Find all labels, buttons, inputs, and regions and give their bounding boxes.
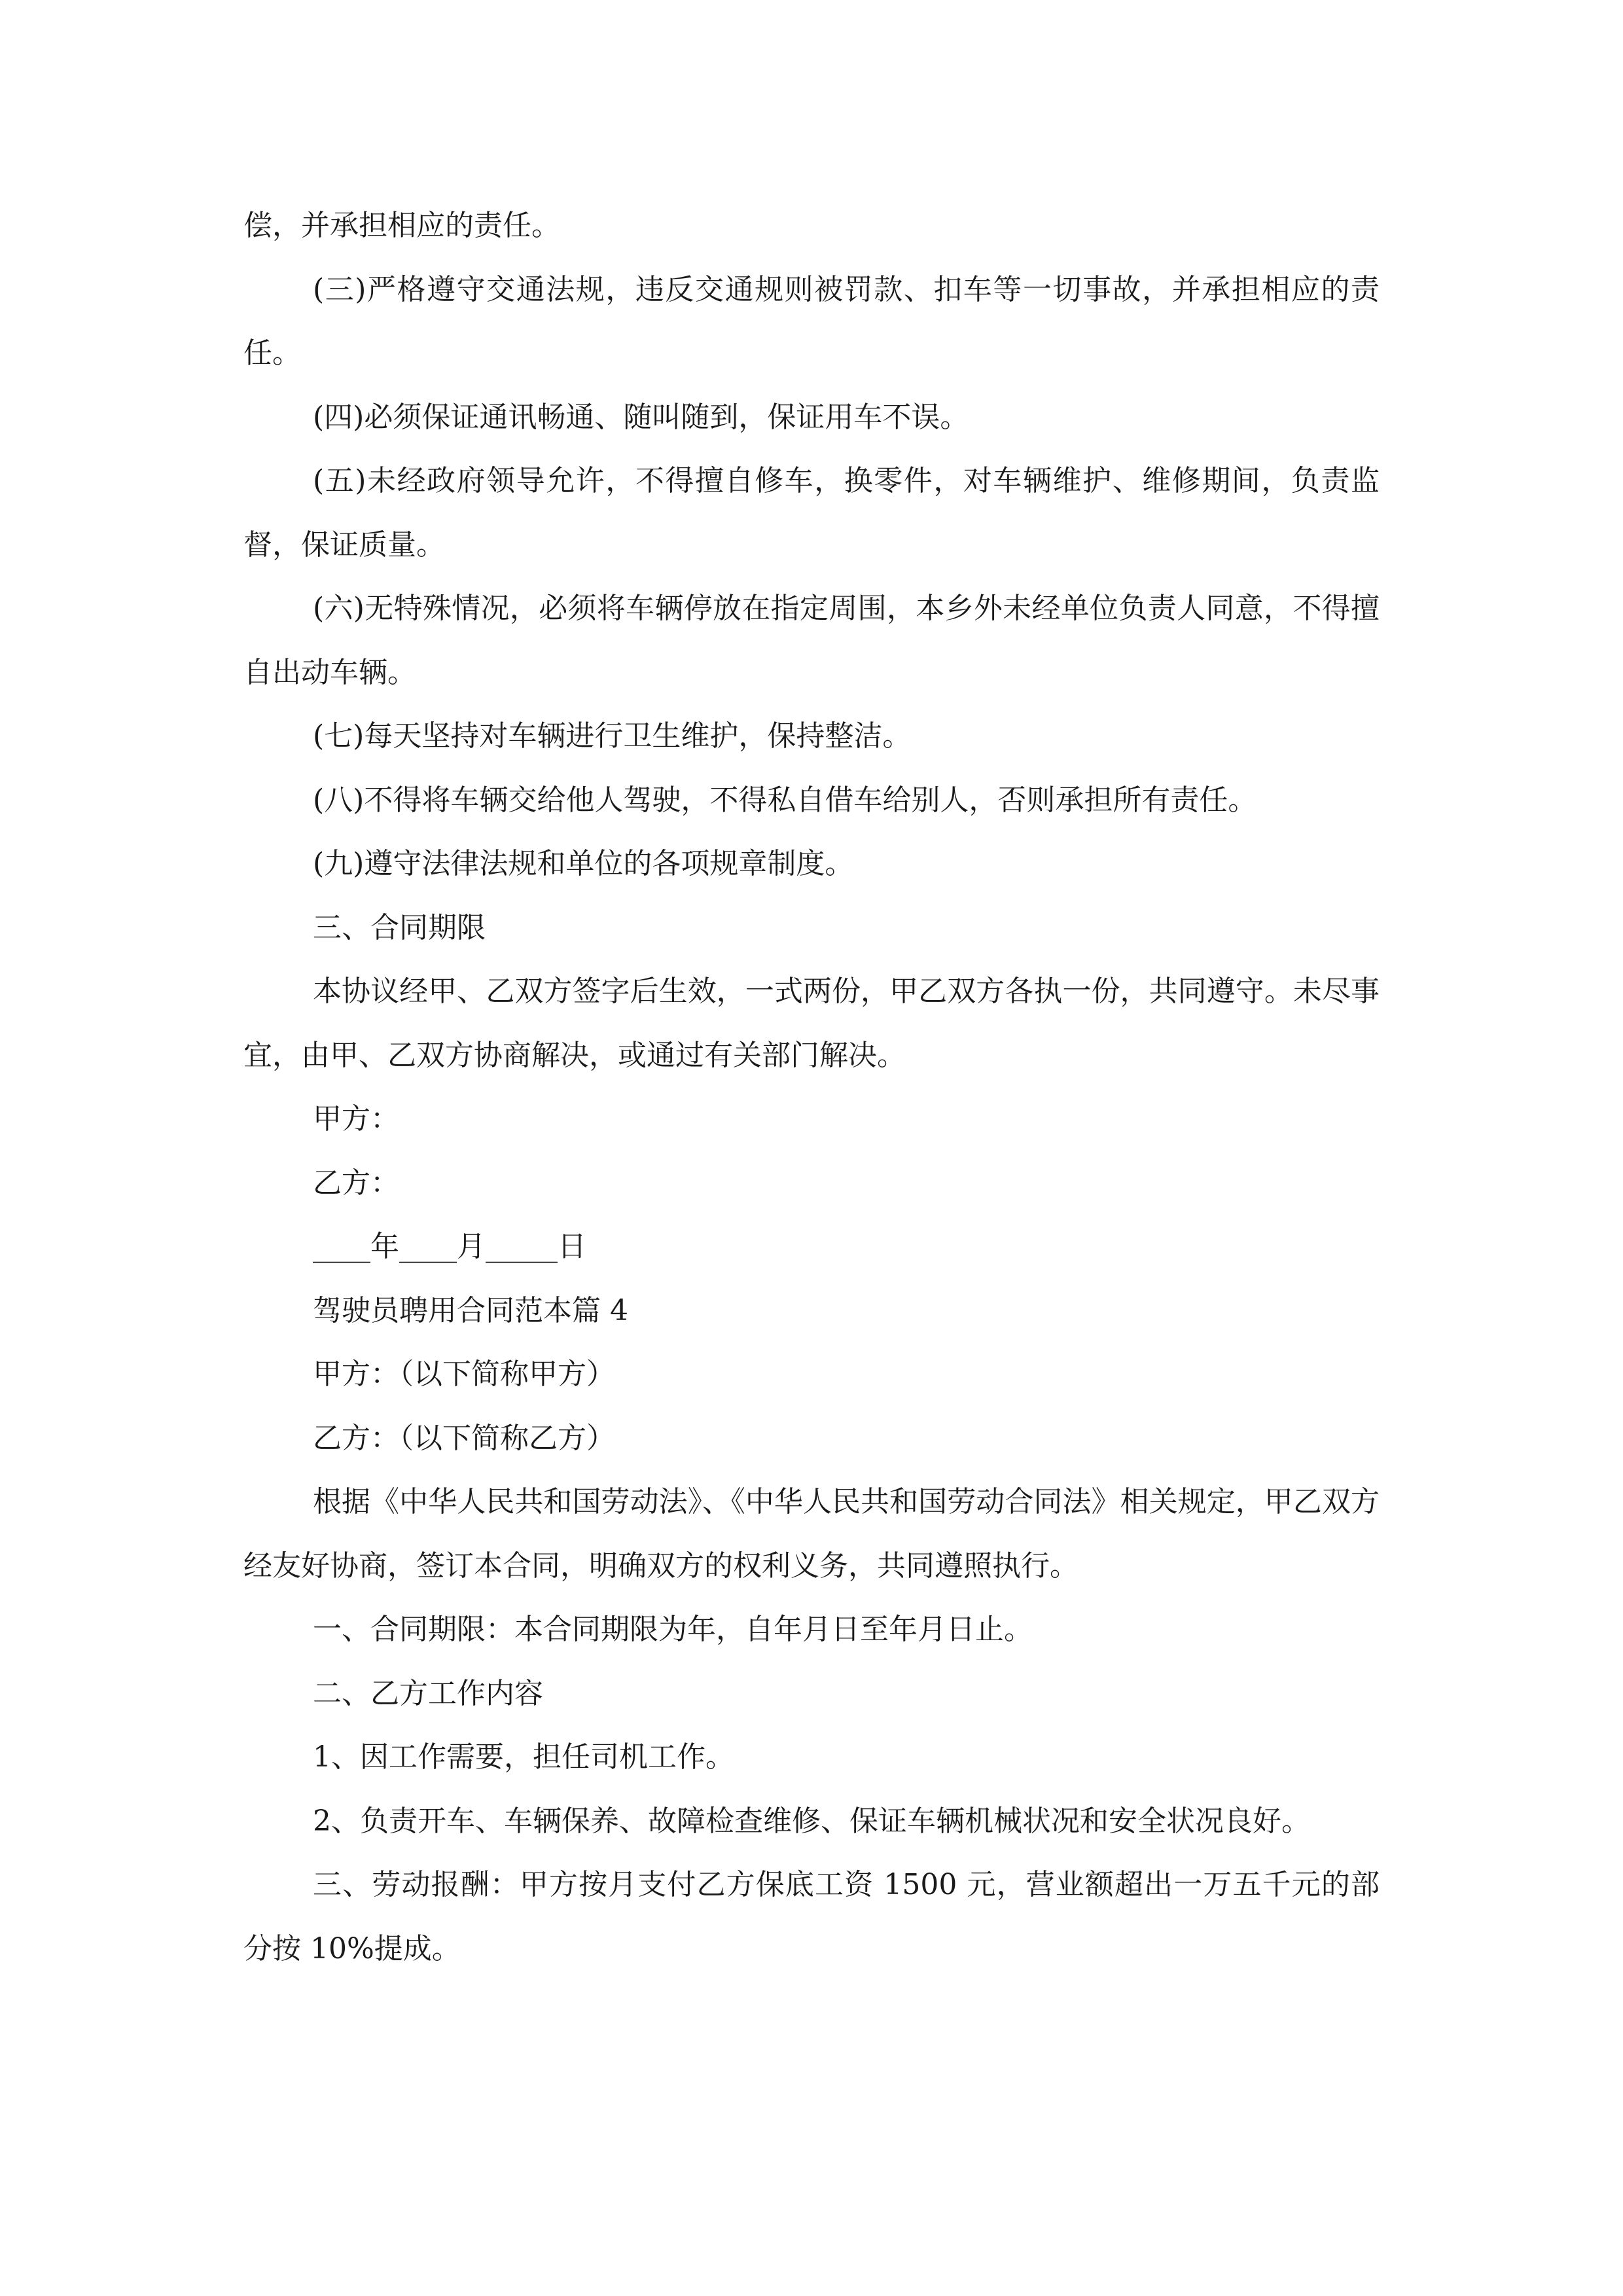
document-body: [243, 194, 1380, 1981]
party-b-signature-line: 乙方：: [313, 1166, 399, 1200]
party-b-line: 乙方：（以下简称乙方）: [313, 1421, 615, 1455]
paragraph-continuation: 偿，并承担相应的责任。: [243, 209, 560, 242]
document-section-title: 驾驶员聘用合同范本篇 4: [313, 1293, 628, 1327]
party-a-line: 甲方：（以下简称甲方）: [313, 1357, 615, 1391]
paragraph-clause-4: (四)必须保证通讯畅通、随叫随到，保证用车不误。: [313, 400, 969, 434]
paragraph-clause-6: (六)无特殊情况，必须将车辆停放在指定周围，本乡外未经单位负责人同意，不得擅自出动车辆。: [243, 592, 1380, 689]
party-a-signature-line: 甲方：: [313, 1102, 399, 1136]
section-heading-work-content: 二、乙方工作内容: [313, 1676, 543, 1710]
work-item-2: 2、负责开车、车辆保养、故障检查维修、保证车辆机械状况和安全状况良好。: [313, 1804, 1310, 1838]
paragraph-clause-5: (五)未经政府领导允许，不得擅自修车，换零件，对车辆维护、维修期间，负责监督，保证质量。: [243, 464, 1380, 562]
paragraph-clause-7: (七)每天坚持对车辆进行卫生维护，保持整洁。: [313, 719, 912, 753]
paragraph-agreement-effect: 本协议经甲、乙双方签字后生效，一式两份，甲乙双方各执一份，共同遵守。未尽事宜，由甲、乙双方协商解决，或通过有关部门解决。: [243, 975, 1380, 1072]
paragraph-clause-9: (九)遵守法律法规和单位的各项规章制度。: [313, 847, 854, 880]
paragraph-clause-8: (八)不得将车辆交给他人驾驶，不得私自借车给别人，否则承担所有责任。: [313, 783, 1257, 817]
work-item-1: 1、因工作需要，担任司机工作。: [313, 1740, 734, 1774]
paragraph-contract-term: 一、合同期限：本合同期限为年，自年月日至年月日止。: [313, 1613, 1033, 1646]
paragraph-legal-basis: 根据《中华人民共和国劳动法》、《中华人民共和国劳动合同法》相关规定，甲乙双方经友好协商，签订本合同，明确双方的权利义务，共同遵照执行。: [243, 1485, 1380, 1583]
section-heading-contract-term: 三、合同期限: [313, 910, 486, 944]
paragraph-remuneration: 三、劳动报酬：甲方按月支付乙方保底工资 1500 元，营业额超出一万五千元的部分按 10%提成。: [243, 1868, 1380, 1965]
date-line: ____年____月_____日: [313, 1230, 586, 1263]
paragraph-clause-3: (三)严格遵守交通法规，违反交通规则被罚款、扣车等一切事故，并承担相应的责任。: [243, 272, 1380, 370]
